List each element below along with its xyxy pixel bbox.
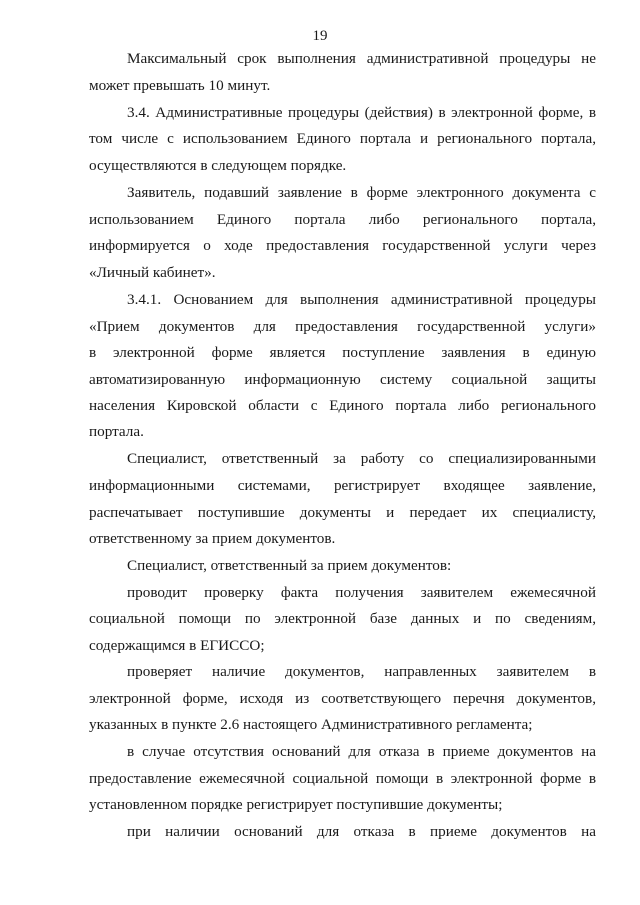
text-line: распечатывает поступившие документы и передает их специалисту, bbox=[89, 504, 596, 521]
text-line: том числе с использованием Единого портала и регионального портала, bbox=[89, 130, 596, 147]
text-line: 3.4. Административные процедуры (действия) в электронной форме, в bbox=[127, 104, 596, 121]
text-line: в случае отсутствия оснований для отказа в приеме документов на bbox=[127, 743, 596, 760]
text-line: портала. bbox=[89, 423, 144, 440]
text-line: осуществляются в следующем порядке. bbox=[89, 157, 347, 174]
text-line: проводит проверку факта получения заявителем ежемесячной bbox=[127, 584, 596, 601]
text-line: населения Кировской области с Единого портала либо регионального bbox=[89, 397, 596, 414]
text-line: информируется о ходе предоставления государственной услуги через bbox=[89, 237, 596, 254]
text-line: использованием Единого портала либо регионального портала, bbox=[89, 211, 596, 228]
text-line: 3.4.1. Основанием для выполнения административной процедуры bbox=[127, 291, 596, 308]
text-line: в электронной форме является поступление заявления в единую bbox=[89, 344, 596, 361]
text-line: «Личный кабинет». bbox=[89, 264, 216, 281]
text-line: Заявитель, подавший заявление в форме электронного документа с bbox=[127, 184, 596, 201]
text-line: Специалист, ответственный за прием документов: bbox=[127, 557, 452, 574]
page-number: 19 bbox=[312, 28, 328, 44]
text-line: содержащимся в ЕГИССО; bbox=[89, 637, 265, 654]
text-line: Специалист, ответственный за работу со специализированными bbox=[127, 450, 596, 467]
text-line: электронной форме, исходя из соответствующего перечня документов, bbox=[89, 690, 596, 707]
text-line: может превышать 10 минут. bbox=[89, 77, 271, 94]
text-line: «Прием документов для предоставления государственной услуги» bbox=[89, 318, 596, 335]
text-line: при наличии оснований для отказа в приеме документов на bbox=[127, 823, 596, 840]
text-line: указанных в пункте 2.6 настоящего Административного регламента; bbox=[89, 716, 533, 733]
text-line: ответственному за прием документов. bbox=[89, 530, 336, 547]
text-line: социальной помощи по электронной базе данных и по сведениям, bbox=[89, 610, 596, 627]
text-line: установленном порядке регистрирует поступившие документы; bbox=[89, 796, 503, 813]
text-line: информационными системами, регистрирует входящее заявление, bbox=[89, 477, 596, 494]
text-line: Максимальный срок выполнения административной процедуры не bbox=[127, 50, 596, 67]
text-line: проверяет наличие документов, направленных заявителем в bbox=[127, 663, 596, 680]
text-line: предоставление ежемесячной социальной помощи в электронной форме в bbox=[89, 770, 596, 787]
text-line: автоматизированную информационную систему социальной защиты bbox=[89, 371, 596, 388]
